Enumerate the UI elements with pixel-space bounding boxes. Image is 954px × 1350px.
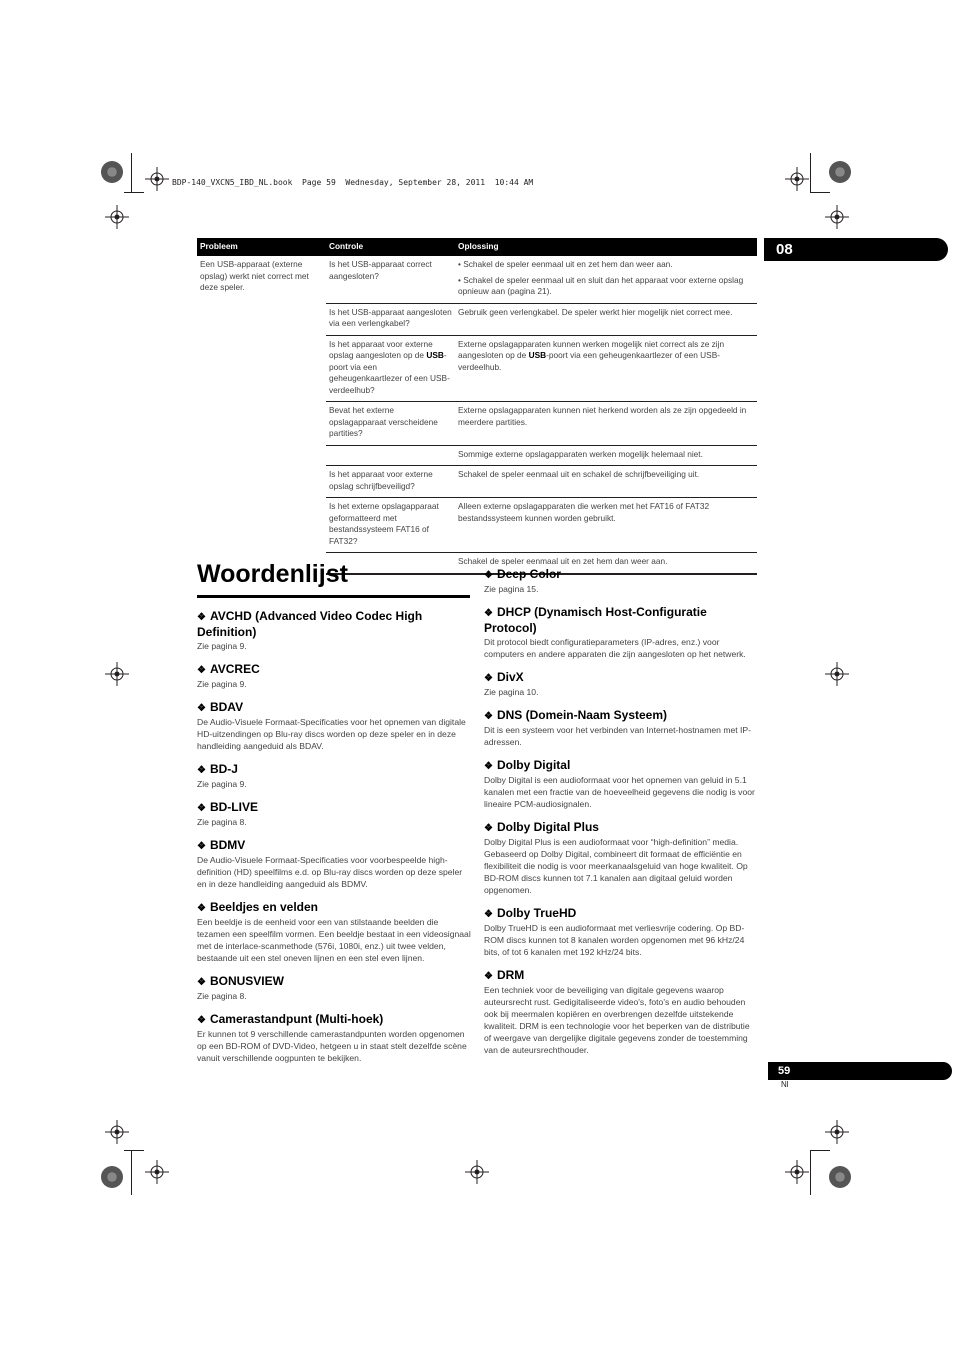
glossary-term: ❖ DHCP (Dynamisch Host-Configuratie Protocol) [484, 605, 707, 635]
crop-mark [124, 1150, 144, 1151]
glossary-term: ❖ Dolby TrueHD [484, 906, 577, 920]
chapter-tab: 08 [764, 238, 948, 261]
glossary-definition: De Audio-Visuele Formaat-Specificaties voor voorbespeelde high-definition (HD) speelfilms e.d. op Blu-ray discs worden op deze speler en in deze handleiding aangeduid als BDMV. [197, 855, 463, 889]
glossary-definition: Zie pagina 9. [197, 641, 247, 651]
troubleshooting-table [197, 238, 757, 575]
diamond-bullet-icon: ❖ [197, 612, 206, 623]
crosshair-icon [785, 167, 809, 191]
glossary-term: ❖ BD-LIVE [197, 800, 258, 814]
crop-mark [810, 153, 811, 193]
control-cell: Bevat het externe opslagapparaat verscheidene partities? [326, 402, 455, 446]
crop-mark [131, 153, 132, 193]
control-cell: Is het externe opslagapparaat geformatteerd met bestandssysteem FAT16 of FAT32? [326, 498, 455, 553]
crosshair-icon [785, 1160, 809, 1184]
solution-cell: Externe opslagapparaten kunnen werken mogelijk niet correct als ze zijn aangesloten op de USB-poort via een geheugenkaartlezer of een USB-verdeelhub. [455, 335, 757, 402]
diamond-bullet-icon: ❖ [197, 665, 206, 676]
registration-disc-icon [829, 1166, 851, 1188]
control-cell: Is het USB-apparaat aangesloten via een verlengkabel? [326, 303, 455, 335]
table-row [197, 303, 757, 335]
control-cell: Is het apparaat voor externe opslag schrijfbeveiligd? [326, 466, 455, 498]
table-row [197, 335, 757, 402]
crosshair-icon [145, 1160, 169, 1184]
diamond-bullet-icon: ❖ [484, 673, 493, 684]
control-cell [326, 445, 455, 466]
control-cell: Is het apparaat voor externe opslag aangesloten op de USB-poort via een geheugenkaartlezer of een USB-verdeelhub? [326, 335, 455, 402]
diamond-bullet-icon: ❖ [197, 703, 206, 714]
problem-cell: Een USB-apparaat (externe opslag) werkt niet correct met deze speler. [200, 259, 309, 292]
diamond-bullet-icon: ❖ [197, 765, 206, 776]
crosshair-icon [825, 205, 849, 229]
control-cell: Is het USB-apparaat correct aangesloten? [329, 259, 432, 281]
diamond-bullet-icon: ❖ [484, 570, 493, 581]
table-row [197, 498, 757, 553]
glossary-term: ❖ DNS (Domein-Naam Systeem) [484, 708, 668, 722]
glossary-term: ❖ DivX [484, 670, 524, 684]
registration-disc-icon [829, 161, 851, 183]
glossary-column-left [197, 609, 471, 1074]
print-header: BDP-140_VXCN5_IBD_NL.book Page 59 Wednesday, September 28, 2011 10:44 AM [172, 178, 534, 187]
crosshair-icon [105, 205, 129, 229]
page-number: 59 [768, 1062, 952, 1080]
glossary-term: ❖ BONUSVIEW [197, 974, 284, 988]
solution-cell: Schakel de speler eenmaal uit en zet hem dan weer aan. [455, 553, 757, 574]
page-title: Woordenlijst [197, 560, 348, 588]
glossary-definition: Dit is een systeem voor het verbinden van Internet-hostnamen met IP-adressen. [484, 725, 752, 747]
crop-mark [810, 1150, 811, 1195]
glossary-term: ❖ DRM [484, 968, 525, 982]
diamond-bullet-icon: ❖ [484, 608, 493, 619]
table-row [197, 256, 757, 303]
glossary-definition: Dit protocol biedt configuratieparameters (IP-adres, enz.) voor computers en andere apparaten die zijn aangesloten op het netwerk. [484, 637, 746, 659]
glossary-term: ❖ BDAV [197, 700, 244, 714]
crosshair-icon [145, 167, 169, 191]
solution-cell: Schakel de speler eenmaal uit en schakel de schrijfbeveiliging uit. [455, 466, 757, 498]
glossary-term: ❖ BDMV [197, 838, 246, 852]
solution-cell: Externe opslagapparaten kunnen niet herkend worden als ze zijn opgedeeld in meerdere partities. [455, 402, 757, 446]
crosshair-icon [105, 662, 129, 686]
diamond-bullet-icon: ❖ [197, 1015, 206, 1026]
table-header-row [197, 238, 757, 256]
glossary-term: ❖ Dolby Digital Plus [484, 820, 599, 834]
diamond-bullet-icon: ❖ [197, 841, 206, 852]
solution-cell: Sommige externe opslagapparaten werken mogelijk helemaal niet. [455, 445, 757, 466]
table-row [197, 402, 757, 446]
crop-mark [131, 1150, 132, 1195]
column-header-controle: Controle [326, 238, 455, 256]
diamond-bullet-icon: ❖ [197, 903, 206, 914]
registration-disc-icon [101, 1166, 123, 1188]
crosshair-icon [825, 662, 849, 686]
diamond-bullet-icon: ❖ [484, 823, 493, 834]
glossary-definition: De Audio-Visuele Formaat-Specificaties voor het opnemen van digitale HD-uitzendingen op Blu-ray discs worden op deze speler en in deze handleiding aangeduid als BDAV. [197, 717, 466, 751]
glossary-term: ❖ AVCHD (Advanced Video Codec High Definition) [197, 609, 423, 639]
glossary-term: ❖ Deep Color [484, 567, 561, 581]
glossary-definition: Zie pagina 8. [197, 817, 247, 827]
crosshair-icon [825, 1120, 849, 1144]
glossary-definition: Dolby Digital is een audioformaat voor het opnemen van geluid in 5.1 kanalen met een fractie van de hoeveelheid gegevens die nodig is voor lineaire PCM-audiosignalen. [484, 775, 755, 809]
glossary-definition: Zie pagina 10. [484, 687, 539, 697]
glossary-definition: Zie pagina 15. [484, 584, 539, 594]
crop-mark [810, 192, 830, 193]
diamond-bullet-icon: ❖ [197, 977, 206, 988]
diamond-bullet-icon: ❖ [197, 803, 206, 814]
table-row [197, 445, 757, 466]
crosshair-icon [105, 1120, 129, 1144]
diamond-bullet-icon: ❖ [484, 971, 493, 982]
glossary-definition: Er kunnen tot 9 verschillende camerastandpunten worden opgenomen op een BD-ROM of DVD-Video, hetgeen u in staat stelt dezelfde scène vanuit verschillende oogpunten te bekijken. [197, 1029, 467, 1063]
glossary-term: ❖ Dolby Digital [484, 758, 571, 772]
glossary-term: ❖ Camerastandpunt (Multi-hoek) [197, 1012, 384, 1026]
usb-port-label: USB [426, 350, 444, 360]
glossary-definition: Een beeldje is de eenheid voor een van stilstaande beelden die tezamen een speelfilm vormen. Een beeldje bestaat in een videosignaal met de interlace-scanmethode (576i, 1080i, enz.) uit twee velden, bestaande uit een stel oneven lijnen en een stel even lijnen. [197, 917, 471, 963]
solution-cell: Alleen externe opslagapparaten die werken met het FAT16 of FAT32 bestandssysteem kunnen worden gebruikt. [455, 498, 757, 553]
title-rule [197, 595, 470, 598]
glossary-term: ❖ BD-J [197, 762, 238, 776]
glossary-term: ❖ Beeldjes en velden [197, 900, 319, 914]
diamond-bullet-icon: ❖ [484, 761, 493, 772]
glossary-definition: Dolby Digital Plus is een audioformaat voor “high-definition” media. Gebaseerd op Dolby Digital, combineert dit formaat de efficiëntie en flexibiliteit die nodig is voor meerkanaalsgeluid van hoge kwaliteit. Op BD-ROM discs kunnen tot 7.1 kanalen aan digitaal geluid worden opgenomen. [484, 837, 748, 895]
solution-text: • Schakel de speler eenmaal uit en sluit dan het apparaat voor externe opslag opnieuw aan (pagina 21). [458, 274, 744, 296]
diamond-bullet-icon: ❖ [484, 711, 493, 722]
crosshair-icon [465, 1160, 489, 1184]
glossary-term: ❖ AVCREC [197, 662, 260, 676]
usb-port-label: USB [528, 350, 547, 360]
glossary-definition: Zie pagina 8. [197, 991, 247, 1001]
crop-mark [124, 192, 144, 193]
registration-disc-icon [101, 161, 123, 183]
crop-mark [810, 1150, 830, 1151]
solution-cell: Gebruik geen verlengkabel. De speler werkt hier mogelijk niet correct mee. [455, 303, 757, 335]
glossary-definition: Zie pagina 9. [197, 679, 247, 689]
glossary-definition: Zie pagina 9. [197, 779, 247, 789]
glossary-column-right [484, 567, 758, 1066]
column-header-oplossing: Oplossing [455, 238, 757, 256]
glossary-definition: Een techniek voor de beveiliging van digitale gegevens waarop auteursrecht rust. Gedigitaliseerde video's, foto's en audio behouden ook bij meermalen kopiëren en overbrengen dezelfde uitstekende kwaliteit. DRM is een technologie voor het beperken van de distributie of weergave van dergelijke digitale gegevens zonder de toestemming van de auteursrechthouder. [484, 985, 750, 1055]
diamond-bullet-icon: ❖ [484, 909, 493, 920]
language-code: Nl [781, 1080, 789, 1089]
column-header-probleem: Probleem [197, 238, 326, 256]
solution-text: • Schakel de speler eenmaal uit en zet hem dan weer aan. [458, 259, 673, 269]
solution-cell [455, 256, 757, 303]
table-row [197, 466, 757, 498]
glossary-definition: Dolby TrueHD is een audioformaat met verliesvrije codering. Op BD-ROM discs kunnen tot 8 kanalen worden opgenomen met 96 kHz/24 bits, of tot 6 kanalen met 192 kHz/24 bits. [484, 923, 745, 957]
